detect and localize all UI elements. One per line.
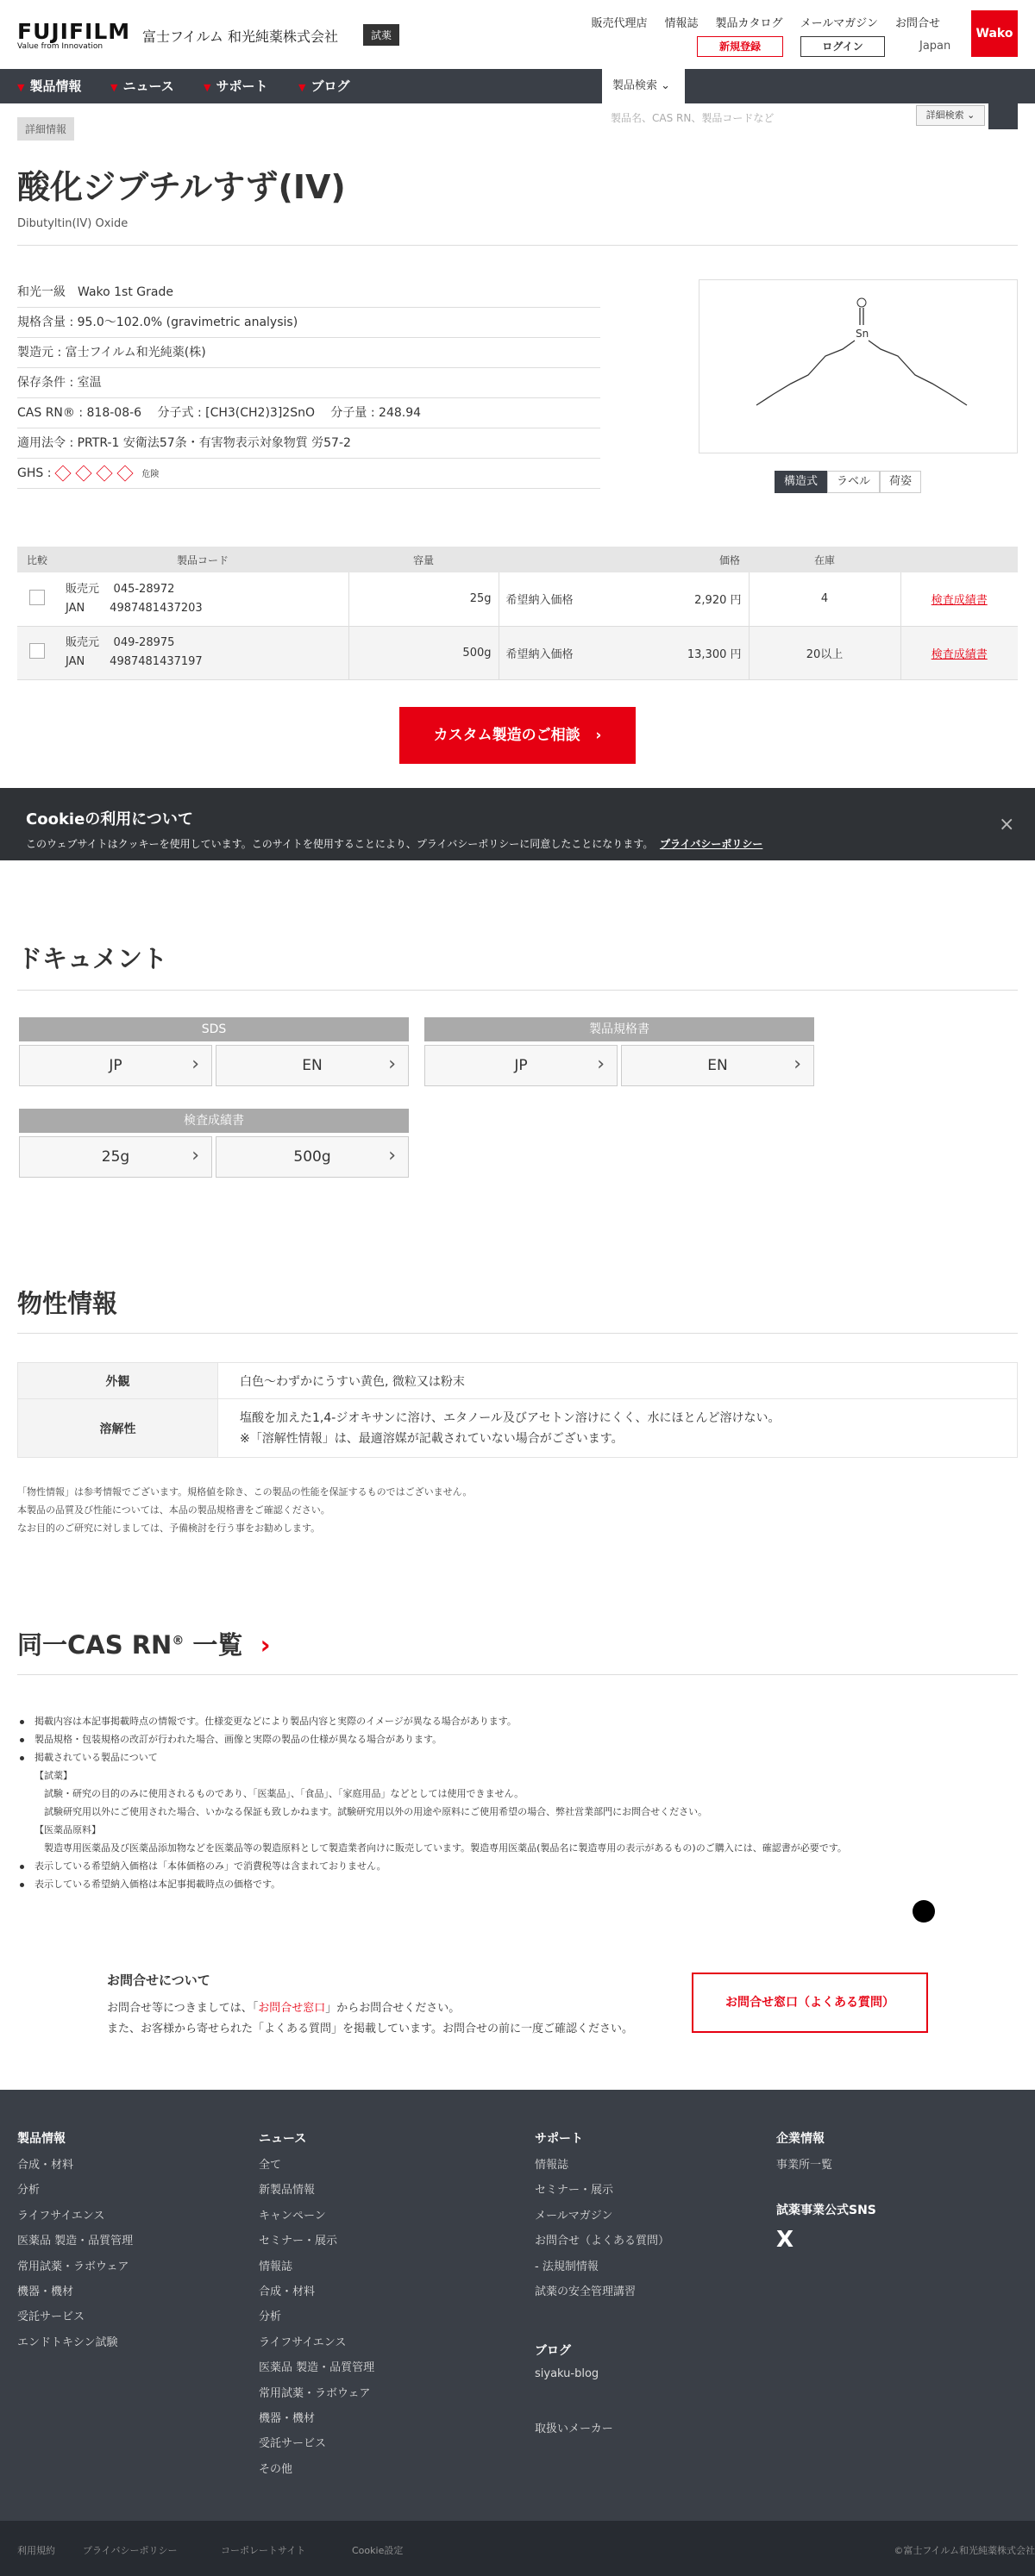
privacy-policy-link[interactable]: プライバシーポリシー (659, 838, 763, 850)
doc-group-spec (424, 1017, 814, 1086)
footer-link[interactable]: その他 (259, 2462, 293, 2476)
same-cas-link[interactable] (17, 1626, 271, 1661)
floating-dot (913, 1900, 935, 1923)
chevron-right-icon: › (260, 1630, 271, 1660)
company-name[interactable]: 富士フイルム 和光純薬株式会社 (142, 28, 339, 45)
oxygen-atom (857, 298, 866, 307)
chevron-down-icon: ▼ (17, 82, 25, 93)
footer-link[interactable]: siyaku-blog (535, 2367, 599, 2381)
nav-label: ニュース (122, 78, 174, 94)
cookie-banner (0, 788, 1035, 860)
sds-jp-button[interactable]: JP › (19, 1045, 212, 1086)
disclaimer-item: 試験・研究の目的のみに使用されるものであり、「医薬品」、「食品」、「家庭用品」などとしては使用できません。 (34, 1788, 524, 1799)
disclaimer-item: 製品規格・包装規格の改訂が行われた場合、画像と実際の製品の仕様が異なる場合があります。 (17, 1730, 1018, 1748)
footer-col-support (535, 2129, 669, 2444)
property-label: 外観 (18, 1363, 218, 1399)
same-cas-title: 同一CAS RN (17, 1630, 172, 1660)
compare-checkbox[interactable] (29, 643, 45, 659)
footer-link[interactable]: 合成・材料 (259, 2285, 316, 2298)
note-line: 本製品の品質及び性能については、本品の製品規格書をご確認ください。 (17, 1504, 330, 1516)
disclaimer-item: 表示している希望納入価格は「本体価格のみ」で消費税等は含まれておりません。 (17, 1857, 1018, 1875)
footer-bottom-link[interactable]: コーポレートサイト (221, 2545, 306, 2556)
note-line: なお目的のご研究に対しましては、予備検討を行う事をお勧めします。 (17, 1522, 321, 1534)
link-magazine[interactable]: 情報誌 (664, 17, 699, 30)
footer-bottom-link[interactable]: Cookie設定 (352, 2545, 404, 2556)
footer-link[interactable]: 受託サービス (17, 2310, 85, 2324)
cta-label: カスタム製造のご相談 (433, 727, 580, 744)
table-row (17, 572, 1018, 626)
product-code: 045-28972 (113, 582, 175, 596)
chevron-down-icon: ▼ (110, 82, 118, 93)
link-mail-magazine[interactable]: メールマガジン (800, 17, 878, 30)
property-notes (17, 1483, 472, 1537)
chevron-down-icon: ⌄ (967, 109, 975, 121)
jan-code: 4987481437203 (110, 601, 203, 615)
footer-link[interactable]: 新製品情報 (259, 2184, 316, 2198)
doc-group-title: SDS (19, 1017, 409, 1041)
spec-list (17, 278, 600, 489)
sds-en-button[interactable]: EN › (216, 1045, 409, 1086)
footer-link[interactable]: 合成・材料 (17, 2159, 74, 2172)
price: 13,300 円 (687, 647, 742, 661)
disclaimer-item: 掲載されている製品について (17, 1748, 1018, 1766)
contact-text-a: お問合せ等につきましては、「 (107, 2002, 259, 2015)
divider (17, 1333, 1018, 1334)
chevron-down-icon: ⌄ (661, 79, 671, 92)
divider (17, 245, 1018, 246)
cookie-text (26, 836, 762, 851)
product-table (17, 547, 1018, 680)
property-label: 溶解性 (18, 1399, 218, 1458)
spec-assay: 規格含量 : 95.0〜102.0% (gravimetric analysis) (17, 308, 600, 338)
col-stock: 在庫 (749, 547, 900, 572)
spec-jp-button[interactable]: JP › (424, 1045, 618, 1086)
doc-group-title: 製品規格書 (424, 1017, 814, 1041)
footer-link[interactable]: 常用試薬・ラボウェア (17, 2260, 129, 2273)
footer-link[interactable]: 取扱いメーカー (535, 2422, 613, 2435)
footer-link[interactable]: 試薬の安全管理講習 (535, 2285, 637, 2298)
nav-news[interactable] (110, 69, 174, 103)
footer-heading[interactable]: 企業情報 (776, 2132, 825, 2146)
col-compare: 比較 (17, 547, 57, 572)
coa-25g-button[interactable]: 25g › (19, 1136, 212, 1178)
property-note: ※「溶解性情報」は、最適溶媒が記載されていない場合がございます。 (240, 1431, 624, 1446)
spec-grade: 和光一級 Wako 1st Grade (17, 278, 600, 308)
footer-link[interactable]: 全て (259, 2159, 282, 2172)
table-row (18, 1399, 1018, 1458)
detail-tag: 詳細情報 (17, 117, 74, 141)
coa-link[interactable]: 検査成績書 (931, 647, 988, 661)
search-placeholder: 製品名、CAS RN、製品コードなど (611, 112, 775, 124)
doc-group-coa (19, 1109, 409, 1178)
chevron-right-icon: › (595, 727, 602, 744)
jan-label: JAN (66, 601, 85, 615)
nav-label: サポート (216, 78, 268, 94)
table-row (17, 626, 1018, 679)
footer-link[interactable]: ライフサイエンス (259, 2335, 347, 2349)
table-row (18, 1363, 1018, 1399)
property-value: 塩酸を加えた1,4‐ジオキサンに溶け、エタノール及びアセトン溶けにくく、水にほとんど溶けない。 (240, 1410, 781, 1425)
coa-link[interactable]: 検査成績書 (931, 594, 988, 608)
footer-link[interactable]: 医薬品 製造・品質管理 (17, 2235, 134, 2248)
tab-label[interactable]: ラベル (827, 471, 880, 493)
ghs-flame-icon (54, 465, 71, 481)
footer-heading[interactable]: ニュース (259, 2132, 307, 2146)
ghs-health-hazard-icon (96, 465, 112, 481)
note-line: 「物性情報」は参考情報でございます。規格値を除き、この製品の性能を保証するものではございません。 (17, 1486, 473, 1497)
nav-label: ブログ (310, 78, 350, 94)
contact-window-link[interactable]: お問合せ窓口 (258, 2002, 326, 2015)
product-title: 酸化ジブチルすず(IV) (17, 168, 346, 206)
x-icon[interactable]: X (776, 2227, 794, 2254)
spec-ghs (17, 459, 600, 489)
property-value: 白色〜わずかにうすい黄色, 微粒又は粉末 (218, 1363, 1018, 1399)
seller-label: 販売元 (66, 582, 100, 596)
contact-text (107, 1998, 633, 2040)
footer-link[interactable]: エンドトキシン試験 (17, 2335, 118, 2349)
price: 2,920 円 (694, 594, 742, 608)
spec-regulations: 適用法令 : PRTR-1 安衛法57条・有害物表示対象物質 労57-2 (17, 428, 600, 459)
cookie-message: このウェブサイトはクッキーを使用しています。このサイトを使用することにより、プライバシーポリシーに同意したことになります。 (26, 838, 654, 850)
reagent-badge: 試薬 (363, 24, 399, 46)
link-catalog[interactable]: 製品カタログ (715, 17, 783, 30)
footer-heading[interactable]: ブログ (535, 2344, 571, 2359)
same-cas-suffix: 一覧 (184, 1630, 243, 1660)
footer-link[interactable]: お問合せ（よくある質問） (535, 2235, 670, 2248)
contact-faq-button[interactable]: お問合せ窓口（よくある質問） (692, 1973, 928, 2033)
jan-code: 4987481437197 (110, 655, 203, 668)
site-footer (0, 2090, 1035, 2521)
site-header (0, 0, 1035, 69)
footer-link[interactable]: 分析 (259, 2310, 282, 2324)
registered-mark: ® (172, 1634, 185, 1648)
price-label: 希望納入価格 (505, 594, 574, 608)
footer-heading[interactable]: 製品情報 (17, 2132, 66, 2146)
footer-heading[interactable]: サポート (535, 2132, 583, 2146)
footer-link[interactable]: 分析 (17, 2184, 41, 2198)
logo-tagline: Value from Innovation (17, 42, 104, 51)
documents-title: ドキュメント (17, 944, 168, 973)
advanced-search-label: 詳細検索 (925, 109, 964, 121)
disclaimer-item: 【試薬】 (34, 1770, 72, 1781)
tab-package[interactable]: 荷姿 (880, 471, 921, 493)
advanced-search-button[interactable] (916, 105, 985, 126)
spec-manufacturer: 製造元 : 富士フイルム和光純薬(株) (17, 338, 600, 368)
price-label: 希望納入価格 (505, 647, 574, 661)
col-size: 容量 (348, 547, 499, 572)
footer-link[interactable]: 機器・機材 (17, 2285, 74, 2298)
search-tab[interactable] (602, 69, 685, 103)
nav-label: 製品情報 (29, 78, 82, 94)
stock: 20以上 (749, 626, 900, 679)
nav-products[interactable] (17, 69, 81, 103)
col-code: 製品コード (57, 547, 348, 572)
logo-text: FUJIFILM (17, 19, 131, 44)
footer-bottom-link[interactable]: 利用規約 (17, 2545, 55, 2556)
custom-manufacturing-button[interactable] (399, 707, 636, 764)
footer-link[interactable]: キャンペーン (259, 2209, 326, 2223)
copyright: ©富士フイルム和光純薬株式会社 (894, 2545, 1035, 2556)
footer-bottom-link[interactable]: プライバシーポリシー (83, 2545, 178, 2556)
chevron-down-icon: ▼ (204, 82, 211, 93)
search-submit-button[interactable] (988, 103, 1018, 129)
table-header-row (17, 547, 1018, 572)
coa-500g-button[interactable]: 500g › (216, 1136, 409, 1178)
nav-support[interactable] (204, 69, 267, 103)
disclaimer-item: 【医薬品原料】 (34, 1824, 101, 1835)
footer-col-news (259, 2129, 374, 2485)
contact-text-line2: また、お客様から寄せられた「よくある質問」を掲載しています。お問合せの前に一度ご確認ください。 (107, 2023, 633, 2035)
spec-storage: 保存条件 : 室温 (17, 368, 600, 398)
jan-label: JAN (66, 655, 85, 668)
size: 500g (348, 626, 499, 679)
footer-link[interactable]: - 法規制情報 (535, 2260, 599, 2273)
contact-text-b: 」からお問合せください。 (325, 2002, 461, 2015)
spec-cas: CAS RN® : 818-08-6 分子式 : [CH3(CH2)3]2SnO 分子量 : 248.94 (17, 398, 600, 428)
size: 25g (348, 572, 499, 626)
link-contact[interactable]: お問合せ (894, 17, 940, 30)
spec-en-button[interactable]: EN › (621, 1045, 814, 1086)
close-icon[interactable]: × (999, 814, 1015, 835)
register-button[interactable]: 新規登録 (697, 36, 783, 57)
disclaimer-item: 表示している希望納入価格は本記事掲載時点の価格です。 (17, 1875, 1018, 1893)
chevron-down-icon: ▼ (298, 82, 306, 93)
footer-link[interactable]: 事業所一覧 (776, 2159, 833, 2172)
wako-logo[interactable]: Wako (971, 10, 1018, 57)
properties-table (17, 1362, 1018, 1458)
ghs-environment-icon (116, 465, 133, 481)
ghs-signal-word: 危険 (141, 470, 160, 479)
ghs-label: GHS : (17, 466, 52, 480)
divider (17, 990, 1018, 991)
cookie-title: Cookieの利用について (26, 810, 193, 828)
footer-bottom (0, 2521, 1035, 2576)
tab-structure[interactable]: 構造式 (775, 471, 827, 493)
footer-link[interactable]: 情報誌 (535, 2159, 569, 2172)
product-subtitle: Dibutyltin(IV) Oxide (17, 217, 129, 230)
footer-link[interactable]: 医薬品 製造・品質管理 (259, 2361, 375, 2375)
structure-svg (699, 280, 1019, 454)
footer-link[interactable]: メールマガジン (535, 2209, 613, 2223)
divider (17, 1674, 1018, 1675)
doc-group-title: 検査成績書 (19, 1109, 409, 1133)
ghs-exclamation-icon (75, 465, 91, 481)
product-code: 049-28975 (113, 636, 175, 649)
doc-group-sds (19, 1017, 409, 1086)
contact-title: お問合せについて (107, 1973, 210, 1988)
col-price: 価格 (499, 547, 749, 572)
link-distributors[interactable]: 販売代理店 (591, 17, 648, 30)
footer-link[interactable]: セミナー・展示 (535, 2184, 614, 2198)
login-button[interactable]: ログイン (800, 36, 885, 57)
footer-link[interactable]: ライフサイエンス (17, 2209, 105, 2223)
disclaimer-item: 掲載内容は本記事掲載時点の情報です。仕様変更などにより製品内容と実際のイメージが異なる場合があります。 (17, 1712, 1018, 1730)
footer-link[interactable]: 受託サービス (259, 2437, 327, 2451)
footer-col-company (776, 2129, 876, 2253)
tin-atom-label: Sn (856, 328, 869, 340)
main-nav (0, 69, 1035, 103)
search-tab-label: 製品検索 (612, 79, 658, 92)
stock: 4 (749, 572, 900, 626)
disclaimer-item: 試験研究用以外にご使用された場合、いかなる保証も致しかねます。試験研究用以外の用途や原料にご使用希望の場合、弊社営業部門にお問合せください。 (34, 1806, 708, 1817)
footer-col-products (17, 2129, 133, 2358)
top-links (592, 14, 940, 30)
language-selector[interactable]: Japan (919, 40, 951, 53)
properties-title: 物性情報 (17, 1289, 118, 1318)
footer-link[interactable]: 情報誌 (259, 2260, 293, 2273)
disclaimer-list (17, 1712, 1018, 1893)
col-document (900, 547, 1018, 572)
compare-checkbox[interactable] (29, 590, 45, 605)
footer-heading: 試薬事業公式SNS (776, 2204, 876, 2218)
footer-link[interactable]: 常用試薬・ラボウェア (259, 2386, 371, 2400)
nav-blog[interactable] (298, 69, 349, 103)
seller-label: 販売元 (66, 636, 100, 649)
fujifilm-logo[interactable] (17, 19, 130, 51)
structure-view-tabs (775, 471, 921, 493)
footer-link[interactable]: セミナー・展示 (259, 2235, 338, 2248)
structure-image[interactable] (699, 279, 1018, 453)
footer-link[interactable]: 機器・機材 (259, 2411, 316, 2425)
disclaimer-item: 製造専用医薬品及び医薬品添加物などを医薬品等の製造原料として製造業者向けに販売しています。製造専用医薬品(製品名に製造専用の表示があるもの)のご購入には、確認書が必要です。 (34, 1842, 847, 1854)
